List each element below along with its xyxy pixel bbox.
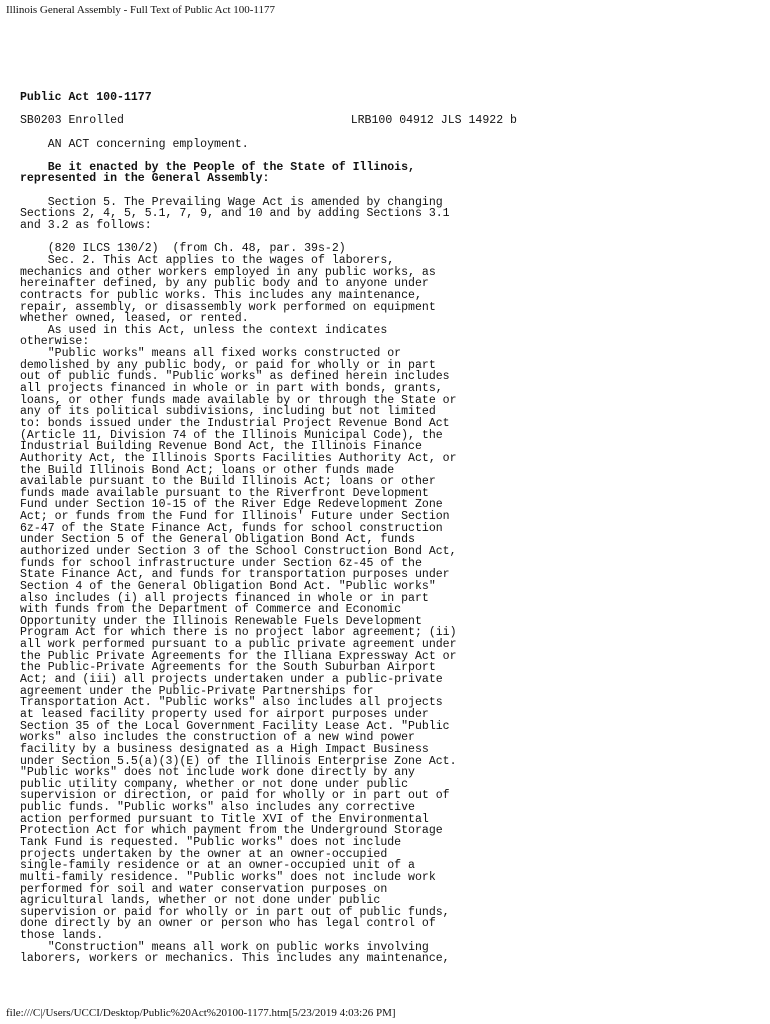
statute-line: agricultural lands, whether or not done under public xyxy=(20,894,381,908)
statute-line: available pursuant to the Build Illinois Act; loans or other xyxy=(20,475,436,489)
page-header-title: Illinois General Assembly - Full Text of Public Act 100-1177 xyxy=(6,4,276,16)
statute-line: Act; or funds from the Fund for Illinois' Future under Section xyxy=(20,510,450,524)
statute-line: State Finance Act, and funds for transportation purposes under xyxy=(20,568,450,582)
statute-line: the Public-Private Agreements for the South Suburban Airport xyxy=(20,661,436,675)
statute-line: performed for soil and water conservation purposes on xyxy=(20,882,388,896)
document-body xyxy=(20,92,760,965)
statute-line: works" also includes the construction of a new wind power xyxy=(20,731,415,745)
statute-line: 6z-47 of the State Finance Act, funds for school construction xyxy=(20,521,443,535)
spacer xyxy=(20,127,760,139)
statute-line: at leased facility property used for airport purposes under xyxy=(20,707,429,721)
statute-line: the Build Illinois Bond Act; loans or other funds made xyxy=(20,463,395,477)
statute-line: (Article 11, Division 74 of the Illinois Municipal Code), the xyxy=(20,428,443,442)
statute-line: Act; and (iii) all projects undertaken under a public-private xyxy=(20,673,443,687)
page-footer-url: file:///C|/Users/UCCI/Desktop/Public%20Act%20100-1177.htm[5/23/2019 4:03:26 PM] xyxy=(6,1007,396,1019)
statute-line: also includes (i) all projects financed in whole or in part xyxy=(20,591,429,605)
statute-line: As used in this Act, unless the context indicates xyxy=(20,323,388,337)
statute-line: multi-family residence. "Public works" does not include work xyxy=(20,870,436,884)
section5-line: Section 5. The Prevailing Wage Act is amended by changing xyxy=(20,195,443,209)
statute-line: otherwise: xyxy=(20,335,90,349)
statute-line: mechanics and other workers employed in any public works, as xyxy=(20,265,436,279)
statute-line: done directly by an owner or person who has legal control of xyxy=(20,917,436,931)
statute-line: Section 35 of the Local Government Facility Lease Act. "Public xyxy=(20,719,450,733)
statute-line: authorized under Section 3 of the School Construction Bond Act, xyxy=(20,544,457,558)
section5-line: Sections 2, 4, 5, 5.1, 7, 9, and 10 and by adding Sections 3.1 xyxy=(20,207,450,221)
statute-line: hereinafter defined, by any public body and to anyone under xyxy=(20,277,429,291)
statute-line: under Section 5 of the General Obligation Bond Act, funds xyxy=(20,533,415,547)
section5-line: and 3.2 as follows: xyxy=(20,219,152,233)
statute-line: to: bonds issued under the Industrial Project Revenue Bond Act xyxy=(20,416,450,430)
statute-line: Fund under Section 10-15 of the River Edge Redevelopment Zone xyxy=(20,498,443,512)
enacting-clause-line: represented in the General Assembly: xyxy=(20,172,270,186)
statute-line: all projects financed in whole or in part with bonds, grants, xyxy=(20,382,443,396)
statute-line: any of its political subdivisions, including but not limited xyxy=(20,405,436,419)
statute-line: demolished by any public body, or paid for wholly or in part xyxy=(20,358,436,372)
statute-line: Tank Fund is requested. "Public works" does not include xyxy=(20,836,402,849)
statute-line: contracts for public works. This includes any maintenance, xyxy=(20,288,422,302)
statute-line: Authority Act, the Illinois Sports Facilities Authority Act, or xyxy=(20,451,457,465)
statute-line: (820 ILCS 130/2) (from Ch. 48, par. 39s-2) xyxy=(20,242,346,256)
statute-line: under Section 5.5(a)(3)(E) of the Illinois Enterprise Zone Act. xyxy=(20,754,457,768)
statute-line: "Construction" means all work on public works involving xyxy=(20,940,429,954)
statute-line: facility by a business designated as a High Impact Business xyxy=(20,742,429,756)
statute-line: funds made available pursuant to the Riverfront Development xyxy=(20,486,429,500)
statute-line: Transportation Act. "Public works" also includes all projects xyxy=(20,696,443,710)
statute-line: all work performed pursuant to a public private agreement under xyxy=(20,638,457,652)
enacting-clause-line: Be it enacted by the People of the State of Illinois, xyxy=(20,160,415,174)
statute-line: agreement under the Public-Private Partnerships for xyxy=(20,684,374,698)
statute-line: out of public funds. "Public works" as defined herein includes xyxy=(20,370,450,384)
statute-text xyxy=(20,243,760,965)
act-title: AN ACT concerning employment. xyxy=(20,137,249,151)
statute-line: with funds from the Department of Commerce and Economic xyxy=(20,603,402,617)
statute-line: single-family residence or at an owner-occupied unit of a xyxy=(20,859,415,873)
statute-line: public funds. "Public works" also includes any corrective xyxy=(20,801,415,815)
statute-line: the Public Private Agreements for the Illiana Expressway Act or xyxy=(20,649,457,663)
lrb-id: LRB100 04912 JLS 14922 b xyxy=(350,114,517,128)
statute-line: whether owned, leased, or rented. xyxy=(20,312,249,326)
public-act-heading: Public Act 100-1177 xyxy=(20,91,152,104)
statute-line: Program Act for which there is no project labor agreement; (ii) xyxy=(20,626,457,640)
statute-line: laborers, workers or mechanics. This includes any maintenance, xyxy=(20,952,450,966)
statute-line: projects undertaken by the owner at an owner-occupied xyxy=(20,847,388,861)
statute-line: Opportunity under the Illinois Renewable Fuels Development xyxy=(20,614,422,628)
statute-line: funds for school infrastructure under Section 6z-45 of the xyxy=(20,556,422,570)
statute-line: Protection Act for which payment from the Underground Storage xyxy=(20,824,443,838)
statute-line: supervision or paid for wholly or in part out of public funds, xyxy=(20,905,450,919)
statute-line: Industrial Building Revenue Bond Act, the Illinois Finance xyxy=(20,440,422,454)
statute-line: Section 4 of the General Obligation Bond Act. "Public works" xyxy=(20,579,436,593)
statute-line: action performed pursuant to Title XVI of the Environmental xyxy=(20,812,429,826)
bill-id: SB0203 Enrolled xyxy=(20,114,124,128)
bill-id-row xyxy=(20,115,517,127)
statute-line: loans, or other funds made available by or through the State or xyxy=(20,393,457,407)
statute-line: Sec. 2. This Act applies to the wages of laborers, xyxy=(20,253,395,267)
statute-line: those lands. xyxy=(20,929,104,943)
statute-line: "Public works" does not include work done directly by any xyxy=(20,766,415,780)
statute-line: repair, assembly, or disassembly work performed on equipment xyxy=(20,300,436,314)
statute-line: supervision or direction, or paid for wholly or in part out of xyxy=(20,789,450,803)
statute-line: public utility company, whether or not done under public xyxy=(20,777,409,791)
statute-line: "Public works" means all fixed works constructed or xyxy=(20,347,402,361)
